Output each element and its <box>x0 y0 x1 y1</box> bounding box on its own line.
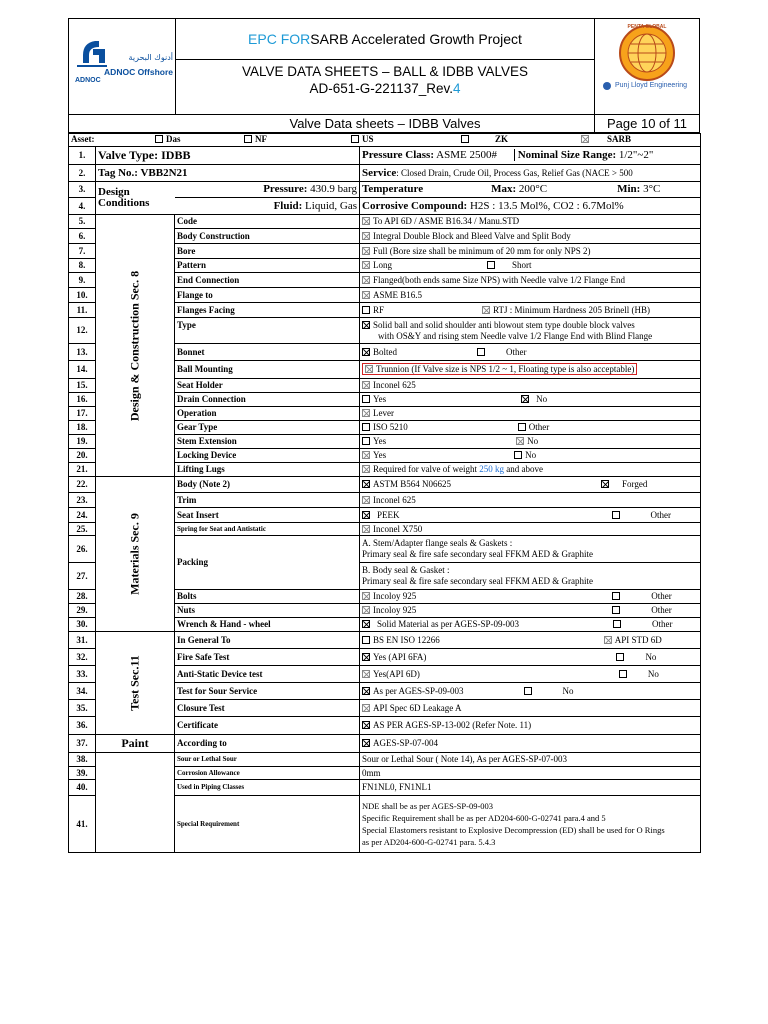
row-36: 36. Certificate AS PER AGES-SP-13-002 (Refer Note. 11) <box>69 717 701 735</box>
row-17: 17. Operation Lever <box>69 407 701 421</box>
row-21: 21. Lifting Lugs Required for valve of weight 250 kg and above <box>69 463 701 477</box>
row-12: 12. Type Solid ball and solid shoulder anti blowout stem type double block valves with OS&Y and rising stem Needle valve 1/2 Flange End with Blind Flange <box>69 318 701 344</box>
row-18: 18. Gear Type ISO 5210 Other <box>69 421 701 435</box>
row-29: 29. Nuts Incoloy 925 Other <box>69 604 701 618</box>
adnoc-sub-text: ADNOC <box>75 77 101 84</box>
page-number: Page 10 of 11 <box>594 115 699 132</box>
row-9: 9. End Connection Flanged(both ends same Size NPS) with Needle valve 1/2 Flange End <box>69 273 701 288</box>
asset-label: Asset: <box>71 134 95 144</box>
row-11: 11. Flanges Facing RF RTJ : Minimum Hardness 205 Brinell (HB) <box>69 303 701 318</box>
row-25: 25. Spring for Seat and Antistatic Inconel X750 <box>69 523 701 536</box>
row-34: 34. Test for Sour Service As per AGES-SP-09-003 No <box>69 683 701 700</box>
row-16: 16. Drain Connection Yes No <box>69 393 701 407</box>
row-32: 32. Fire Safe Test Yes (API 6FA) No <box>69 649 701 666</box>
asset-us[interactable]: US <box>351 134 374 145</box>
row-37: 37. Paint According to AGES-SP-07-004 <box>69 735 701 753</box>
adnoc-offshore-logo <box>69 19 176 114</box>
valve-data-table <box>68 133 701 853</box>
asset-sarb[interactable] <box>581 134 592 145</box>
row-35: 35. Closure Test API Spec 6D Leakage A <box>69 700 701 717</box>
sub-header <box>68 115 700 133</box>
row-15: 15. Seat Holder Inconel 625 <box>69 379 701 393</box>
materials-section: Materials Sec. 9 <box>96 477 175 632</box>
row-22: 22. Materials Sec. 9 Body (Note 2) ASTM B564 N06625 Forged <box>69 477 701 493</box>
asset-nf[interactable]: NF <box>244 134 267 145</box>
document-header <box>68 18 700 115</box>
design-construction-section: Design & Construction Sec. 8 <box>96 215 175 477</box>
row-39: 39. Corrosion Allowance 0mm <box>69 767 701 780</box>
fluid-cell: Fluid: Liquid, Gas <box>175 198 360 215</box>
sub-title: Valve Data sheets – IDBB Valves <box>289 116 481 131</box>
row-38: 38. Sour or Lethal Sour Sour or Lethal Sour ( Note 14), As per AGES-SP-07-003 <box>69 753 701 767</box>
row-31: 31. Test Sec.11 In General To BS EN ISO 12266 API STD 6D <box>69 632 701 649</box>
tag-no: Tag No.: VBB2N21 <box>96 165 360 182</box>
asset-zk[interactable]: ZK <box>495 134 509 144</box>
design-conditions-label: Design Conditions <box>96 182 175 215</box>
valve-type: Valve Type: IDBB <box>96 147 360 165</box>
adnoc-arabic-text: أدنوك البحرية <box>128 53 173 62</box>
row-41: 41. Special Requirement NDE shall be as per AGES-SP-09-003 Specific Requirement shall be as per AD204-600-G-02741 para.4 and 5 Special Elastomers resistant to Explosive Decompression (ED) shall be used for O Rings as per AD204-600-G-02741 para. 5.4.3 <box>69 796 701 853</box>
datasheet-page <box>68 18 700 853</box>
row-24: 24. Seat Insert PEEK Other <box>69 508 701 523</box>
row-10: 10. Flange to ASME B16.5 <box>69 288 701 303</box>
row-4: 4. Fluid: Liquid, Gas Corrosive Compound: H2S : 13.5 Mol%, CO2 : 6.7Mol% <box>69 198 701 215</box>
row-40: 40. Used in Piping Classes FN1NL0, FN1NL1 <box>69 780 701 796</box>
project-title: EPC FOR SARB Accelerated Growth Project <box>175 19 595 60</box>
doc-number: AD-651-G-221137_Rev.4 <box>309 81 461 96</box>
pressure-cell: Pressure: 430.9 barg <box>175 182 360 198</box>
asset-sarb-label: SARB <box>607 134 632 144</box>
corrosive-cell: Corrosive Compound: H2S : 13.5 Mol%, CO2 : 6.7Mol% <box>360 198 701 215</box>
penta-global-logo <box>594 19 699 114</box>
row-30: 30. Wrench & Hand - wheel Solid Material as per AGES-SP-09-003 Other <box>69 618 701 632</box>
adnoc-logo-text: ADNOC Offshore <box>104 67 173 77</box>
row-8: 8. Pattern Long Short <box>69 259 701 273</box>
service-cell: Service: Closed Drain, Crude Oil, Process Gas, Relief Gas (NACE > 500 <box>360 165 701 182</box>
row-27: 27. B. Body seal & Gasket : Primary seal & fire safe secondary seal FFKM AED & Graphite <box>69 563 701 590</box>
row-7: 7. Bore Full (Bore size shall be minimum of 20 mm for only NPS 2) <box>69 244 701 259</box>
row-1: 1. Valve Type: IDBB Pressure Class: ASME 2500# Nominal Size Range: 1/2"~2" <box>69 147 701 165</box>
row-20: 20. Locking Device Yes No <box>69 449 701 463</box>
ball-mounting-highlight: Trunnion (If Valve size is NPS 1/2 ~ 1, Floating type is also acceptable) <box>362 363 637 375</box>
globe-logo-icon <box>595 19 699 114</box>
row-26: 26. Packing A. Stem/Adapter flange seals & Gaskets : Primary seal & fire safe secondary seal FFKM AED & Graphite <box>69 536 701 563</box>
row-33: 33. Anti-Static Device test Yes(API 6D) No <box>69 666 701 683</box>
punj-lloyd-text: Punj Lloyd Engineering <box>615 82 687 89</box>
temperature-cell: Temperature Max: 200°C Min: 3°C <box>360 182 701 198</box>
row-3: 3. Design Conditions Pressure: 430.9 barg Temperature Max: 200°C Min: 3°C <box>69 182 701 198</box>
asset-das[interactable]: Das <box>155 134 181 145</box>
row-13: 13. Bonnet Bolted Other <box>69 344 701 361</box>
test-section: Test Sec.11 <box>96 632 175 735</box>
asset-row <box>69 134 701 147</box>
row-28: 28. Bolts Incoloy 925 Other <box>69 590 701 604</box>
header-title-block <box>175 19 595 114</box>
paint-section: Paint <box>96 735 175 753</box>
row-19: 19. Stem Extension Yes No <box>69 435 701 449</box>
row-5: 5. Design & Construction Sec. 8 Code To API 6D / ASME B16.34 / Manu.STD <box>69 215 701 229</box>
doc-title: VALVE DATA SHEETS – BALL & IDBB VALVES <box>241 64 529 79</box>
row-14: 14. Ball Mounting Trunnion (If Valve size is NPS 1/2 ~ 1, Floating type is also acceptable) <box>69 361 701 379</box>
row-6: 6. Body Construction Integral Double Block and Bleed Valve and Split Body <box>69 229 701 244</box>
asset-zk-checkbox[interactable] <box>461 134 472 145</box>
ring-text: PENTA GLOBAL <box>627 24 667 30</box>
row-2: 2. Tag No.: VBB2N21 Service: Closed Drain, Crude Oil, Process Gas, Relief Gas (NACE > 500 <box>69 165 701 182</box>
pressure-class-cell: Pressure Class: ASME 2500# Nominal Size Range: 1/2"~2" <box>360 147 701 165</box>
row-23: 23. Trim Inconel 625 <box>69 493 701 508</box>
